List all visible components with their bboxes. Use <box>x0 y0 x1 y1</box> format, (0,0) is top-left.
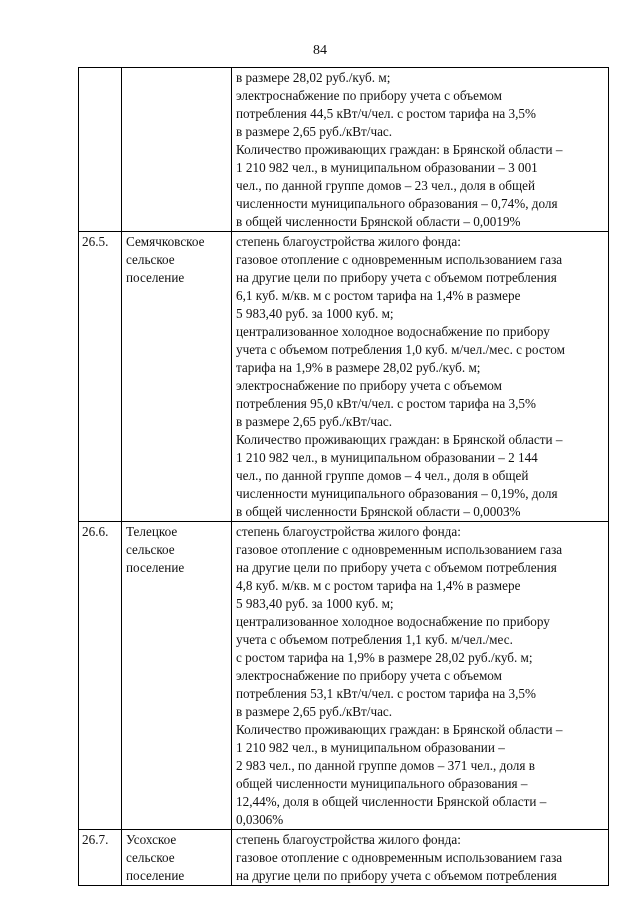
description-line: 0,0306% <box>236 812 284 827</box>
row-number-cell: 26.6. <box>79 522 122 830</box>
description-line: централизованное холодное водоснабжение по прибору <box>236 324 550 339</box>
settlement-name-line: Телецкое <box>126 524 178 539</box>
row-number-cell <box>79 68 122 232</box>
settlement-name-cell <box>122 68 232 232</box>
description-line: численности муниципального образования – 0,74%, доля <box>236 196 558 211</box>
description-line: электроснабжение по прибору учета с объемом <box>236 668 502 683</box>
description-line: электроснабжение по прибору учета с объемом <box>236 378 502 393</box>
description-line: в размере 2,65 руб./кВт/час. <box>236 124 393 139</box>
description-line: 1 210 982 чел., в муниципальном образовании – <box>236 740 505 755</box>
description-line: 1 210 982 чел., в муниципальном образовании – 2 144 <box>236 450 538 465</box>
description-line: потребления 95,0 кВт/ч/чел. с ростом тарифа на 3,5% <box>236 396 536 411</box>
description-line: Количество проживающих граждан: в Брянской области – <box>236 722 563 737</box>
description-line: электроснабжение по прибору учета с объемом <box>236 88 502 103</box>
description-line: чел., по данной группе домов – 23 чел., доля в общей <box>236 178 536 193</box>
description-line: 2 983 чел., по данной группе домов – 371 чел., доля в <box>236 758 535 773</box>
description-line: 6,1 куб. м/кв. м с ростом тарифа на 1,4% в размере <box>236 288 521 303</box>
description-line: 5 983,40 руб. за 1000 куб. м; <box>236 306 394 321</box>
table-row <box>79 830 609 886</box>
description-line: газовое отопление с одновременным использованием газа <box>236 850 563 865</box>
description-line: централизованное холодное водоснабжение по прибору <box>236 614 550 629</box>
description-line: 1 210 982 чел., в муниципальном образовании – 3 001 <box>236 160 538 175</box>
description-cell <box>232 232 609 522</box>
settlement-name-line: сельское <box>126 252 175 267</box>
description-line: 12,44%, доля в общей численности Брянской области – <box>236 794 547 809</box>
settlement-name-line: Усохское <box>126 832 177 847</box>
description-line: численности муниципального образования – 0,19%, доля <box>236 486 558 501</box>
row-number-cell: 26.5. <box>79 232 122 522</box>
settlement-name-cell <box>122 522 232 830</box>
description-line: в размере 28,02 руб./куб. м; <box>236 70 391 85</box>
settlement-name-line: сельское <box>126 542 175 557</box>
description-cell <box>232 830 609 886</box>
description-line: с ростом тарифа на 1,9% в размере 28,02 руб./куб. м; <box>236 650 533 665</box>
description-line: степень благоустройства жилого фонда: <box>236 832 461 847</box>
description-line: на другие цели по прибору учета с объемом потребления <box>236 560 557 575</box>
settlement-name-line: поселение <box>126 270 185 285</box>
description-line: 4,8 куб. м/кв. м с ростом тарифа на 1,4% в размере <box>236 578 521 593</box>
table-row <box>79 232 609 522</box>
settlement-name-line: сельское <box>126 850 175 865</box>
description-line: в общей численности Брянской области – 0,0003% <box>236 504 521 519</box>
description-line: чел., по данной группе домов – 4 чел., доля в общей <box>236 468 529 483</box>
description-line: тарифа на 1,9% в размере 28,02 руб./куб. м; <box>236 360 481 375</box>
settlement-name-line: Семячковское <box>126 234 205 249</box>
description-line: газовое отопление с одновременным использованием газа <box>236 542 563 557</box>
description-line: Количество проживающих граждан: в Брянской области – <box>236 142 563 157</box>
description-cell <box>232 68 609 232</box>
description-cell <box>232 522 609 830</box>
description-line: общей численности муниципального образования – <box>236 776 528 791</box>
description-line: 5 983,40 руб. за 1000 куб. м; <box>236 596 394 611</box>
settlement-name-cell <box>122 232 232 522</box>
description-line: потребления 44,5 кВт/ч/чел. с ростом тарифа на 3,5% <box>236 106 536 121</box>
table-body <box>79 68 609 886</box>
description-line: газовое отопление с одновременным использованием газа <box>236 252 563 267</box>
description-line: Количество проживающих граждан: в Брянской области – <box>236 432 563 447</box>
page-number: 84 <box>313 43 327 58</box>
description-line: учета с объемом потребления 1,0 куб. м/чел./мес. с ростом <box>236 342 565 357</box>
tariff-table <box>78 67 609 886</box>
settlement-name-line: поселение <box>126 868 185 883</box>
description-line: на другие цели по прибору учета с объемом потребления <box>236 868 557 883</box>
settlement-name-cell <box>122 830 232 886</box>
description-line: степень благоустройства жилого фонда: <box>236 234 461 249</box>
table-row <box>79 68 609 232</box>
settlement-name-line: поселение <box>126 560 185 575</box>
description-line: в общей численности Брянской области – 0,0019% <box>236 214 521 229</box>
description-line: степень благоустройства жилого фонда: <box>236 524 461 539</box>
description-line: на другие цели по прибору учета с объемом потребления <box>236 270 557 285</box>
description-line: в размере 2,65 руб./кВт/час. <box>236 414 393 429</box>
row-number-cell: 26.7. <box>79 830 122 886</box>
table-row <box>79 522 609 830</box>
description-line: потребления 53,1 кВт/ч/чел. с ростом тарифа на 3,5% <box>236 686 536 701</box>
description-line: в размере 2,65 руб./кВт/час. <box>236 704 393 719</box>
description-line: учета с объемом потребления 1,1 куб. м/чел./мес. <box>236 632 513 647</box>
